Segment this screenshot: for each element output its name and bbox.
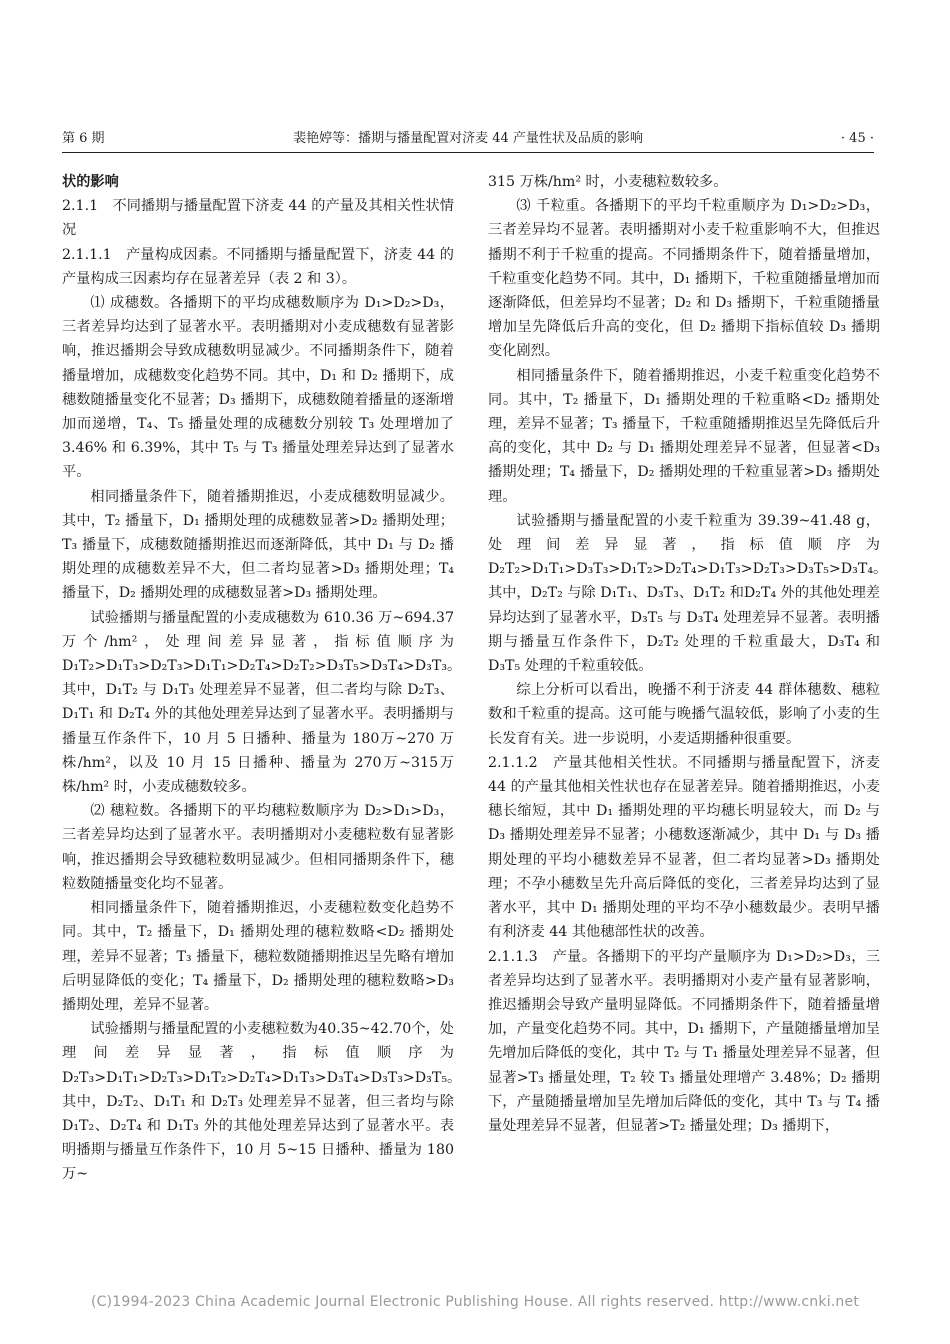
issue-number: 第 6 期 [62, 131, 105, 146]
header-rule [62, 152, 874, 153]
paragraph: 相同播量条件下，随着播期推迟，小麦千粒重变化趋势不同。其中，T₂ 播量下，D₁ 播期处理的千粒重略<D₂ 播期处理，差异不显著；T₃ 播量下，千粒重随播期推迟呈先降低后升高的变化，其中 D₂ 与 D₁ 播期处理差异不显著，但显著<D₃ 播期处理；T₄ 播量下，D₂ 播期处理的千粒重显著>D₃ 播期处理。 [488, 367, 880, 505]
right-column [488, 170, 888, 1138]
running-header [62, 128, 874, 150]
paragraph: ⑵ 穗粒数。各播期下的平均穗粒数顺序为 D₂>D₁>D₃，三者差异均达到了显著水平。表明播期对小麦穗粒数有显著影响，推迟播期会导致穗粒数明显减少。但相同播期条件下，穗粒数随播量变化均不显著。 [62, 803, 454, 892]
paragraph: 315 万株/hm² 时，小麦穗粒数较多。 [488, 174, 728, 190]
paragraph: 2.1.1.2 产量其他相关性状。不同播期与播量配置下，济麦 44 的产量其他相关性状也存在显著差异。随着播期推迟，小麦穗长缩短，其中 D₁ 播期处理的平均穗长明显较大，而 D₂ 与 D₃ 播期处理差异不显著；小穗数逐渐减少，其中 D₁ 与 D₃ 播期处理的平均小穗数差异不显著，但二者均显著>D₃ 播期处理；不孕小穗数呈先升高后降低的变化，三者差异均达到了显著水平，其中 D₁ 播期处理的平均不孕小穗数最少。表明早播有利济麦 44 其他穗部性状的改善。 [488, 754, 880, 941]
paragraph: ⑶ 千粒重。各播期下的平均千粒重顺序为 D₁>D₂>D₃，三者差异均不显著。表明播期对小麦千粒重影响不大，但推迟播期不利于千粒重的提高。不同播期条件下，随着播量增加，千粒重变化趋势不同。其中，D₁ 播期下，千粒重随播量增加而逐渐降低，但差异均不显著；D₂ 和 D₃ 播期下，千粒重随播量增加呈先降低后升高的变化，但 D₂ 播期下指标值较 D₃ 播期变化剧烈。 [488, 198, 880, 360]
paragraph: 综上分析可以看出，晚播不利于济麦 44 群体穗数、穗粒数和千粒重的提高。这可能与晚播气温较低，影响了小麦的生长发育有关。进一步说明，小麦适期播种很重要。 [488, 682, 880, 747]
copyright-watermark: (C)1994-2023 China Academic Journal Electronic Publishing House. All rights reserved. http://www.cnki.net [90, 1294, 860, 1310]
paragraph: 试验播期与播量配置的小麦成穗数为 610.36 万~694.37 万个/hm²，处理间差异显著，指标值顺序为 D₁T₂>D₁T₃>D₂T₃>D₁T₁>D₂T₄>D₂T₂>D₃T₅>D₃T₄>D₃T₃。其中，D₁T₂ 与 D₁T₃ 处理差异不显著，但二者均与除 D₂T₃、D₁T₁ 和 D₂T₄ 外的其他处理差异达到了显著水平。表明播期与播量互作条件下，10 月 5 日播种、播量为 180万~270 万株/hm²，以及 10 月 15 日播种、播量为 270万~315万株/hm² 时，小麦成穗数较多。 [62, 609, 462, 796]
running-title: 裴艳婷等：播期与播量配置对济麦 44 产量性状及品质的影响 [293, 131, 643, 146]
paragraph: 试验播期与播量配置的小麦穗粒数为40.35~42.70个，处理间差异显著，指标值顺序为 D₂T₃>D₁T₁>D₂T₃>D₁T₂>D₂T₄>D₁T₃>D₃T₄>D₃T₃>D₃T₅。其中，D₂T₂、D₁T₁ 和 D₂T₃ 处理差异不显著，但三者均与除 D₁T₂、D₂T₄ 和 D₁T₃ 外的其他处理差异达到了显著水平。表明播期与播量互作条件下，10 月 5~15 日播种、播量为 180 万~ [62, 1021, 462, 1183]
paragraph: 试验播期与播量配置的小麦千粒重为 39.39~41.48 g，处理间差异显著，指标值顺序为 D₂T₂>D₁T₁>D₃T₃>D₁T₂>D₂T₄>D₁T₃>D₂T₃>D₃T₅>D₃T₄。其中，D₂T₂ 与除 D₁T₁、D₃T₃、D₁T₂ 和D₂T₄ 外的其他处理差异均达到了显著水平，D₃T₅ 与 D₃T₄ 处理差异不显著。表明播期与播量互作条件下，D₂T₂ 处理的千粒重最大，D₃T₄ 和 D₃T₅ 处理的千粒重较低。 [488, 512, 888, 675]
paragraph: 2.1.1.3 产量。各播期下的平均产量顺序为 D₁>D₂>D₃，三者差异均达到了显著水平。表明播期对小麦产量有显著影响，推迟播期会导致产量明显降低。不同播期条件下，随着播量增加，产量变化趋势不同。其中，D₁ 播期下，产量随播量增加呈先增加后降低的变化，其中 T₂ 与 T₁ 播量处理差异不显著，但显著>T₃ 播量处理，T₂ 较 T₃ 播量处理增产 3.48%；D₂ 播期下，产量随播量增加呈先增加后降低的变化，其中 T₃ 与 T₄ 播量处理差异不显著，但显著>T₂ 播量处理；D₃ 播期下， [488, 948, 880, 1134]
paragraph: 2.1.1.1 产量构成因素。不同播期与播量配置下，济麦 44 的产量构成三因素均存在显著差异（表 2 和 3）。 [62, 246, 454, 287]
paragraph: 相同播量条件下，随着播期推迟，小麦成穗数明显减少。其中，T₂ 播量下，D₁ 播期处理的成穗数显著>D₂ 播期处理；T₃ 播量下，成穗数随播期推迟而逐渐降低，其中 D₁ 与 D₂ 播期处理的成穗数差异不大，但二者均显著>D₃ 播期处理；T₄ 播量下，D₂ 播期处理的成穗数显著>D₃ 播期处理。 [62, 488, 454, 602]
left-column [62, 170, 462, 1187]
paragraph: 相同播量条件下，随着播期推迟，小麦穗粒数变化趋势不同。其中，T₂ 播量下，D₁ 播期处理的穗粒数略<D₂ 播期处理，差异不显著；T₃ 播量下，穗粒数随播期推迟呈先略有增加后明显降低的变化；T₄ 播量下，D₂ 播期处理的穗粒数略>D₃ 播期处理，差异不显著。 [62, 900, 454, 1013]
page-number: · 45 · [840, 131, 874, 146]
section-heading: 状的影响 [62, 174, 119, 190]
subsection-title: 2.1.1 不同播期与播量配置下济麦 44 的产量及其相关性状情况 [62, 198, 454, 239]
paragraph: ⑴ 成穗数。各播期下的平均成穗数顺序为 D₁>D₂>D₃，三者差异均达到了显著水平。表明播期对小麦成穗数有显著影响，推迟播期会导致成穗数明显减少。不同播期条件下，随着播量增加，成穗数变化趋势不同。其中，D₁ 和 D₂ 播期下，成穗数随播量变化不显著；D₃ 播期下，成穗数随着播量的逐渐增加而递增，T₄、T₅ 播量处理的成穗数分别较 T₃ 处理增加了 3.46% 和 6.39%，其中 T₅ 与 T₃ 播量处理差异达到了显著水平。 [62, 295, 454, 481]
